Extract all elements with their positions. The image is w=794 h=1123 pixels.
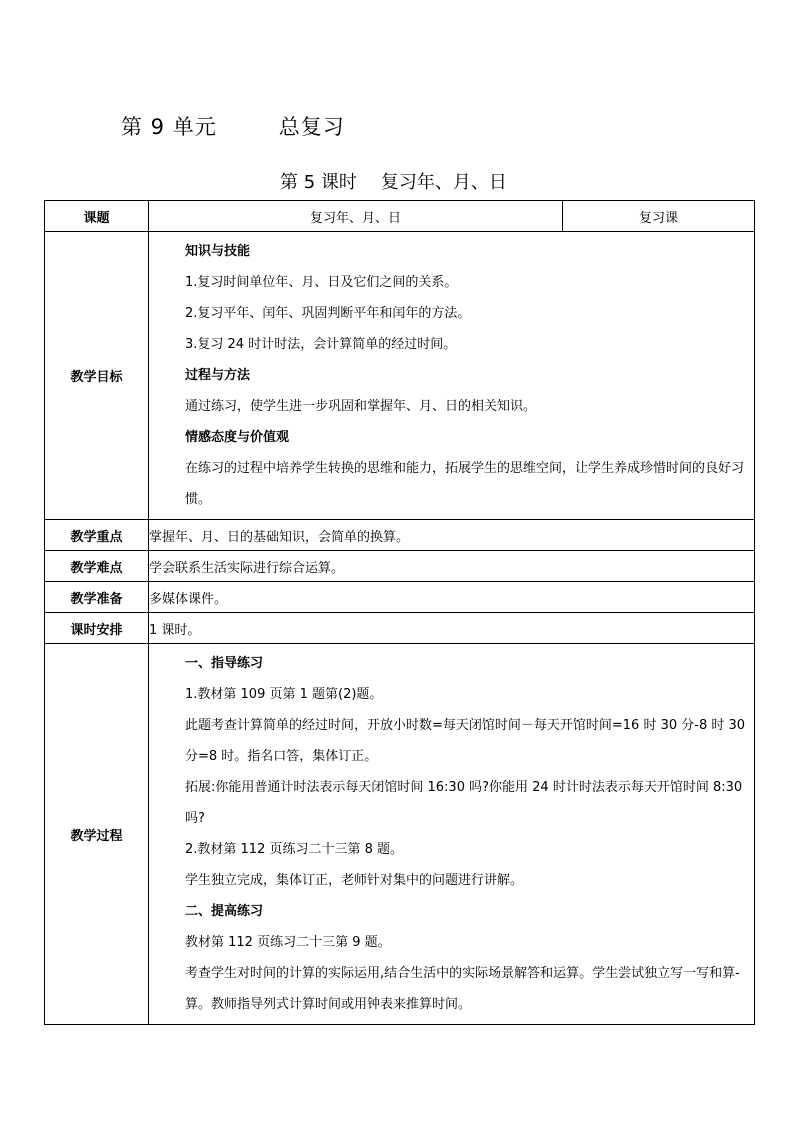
topic-value: 复习年、月、日 [149,201,563,232]
process-content [149,644,755,1025]
section-heading: 知识与技能 [185,244,251,259]
section-heading: 情感态度与价值观 [185,430,290,445]
schedule-text: 1 课时。 [149,613,755,644]
objectives-content [149,232,755,520]
difficulties-text: 学会联系生活实际进行综合运算。 [149,551,755,582]
lesson-plan-table [44,200,755,1025]
row-key-points [45,520,755,551]
preparation-label: 教学准备 [45,582,149,613]
unit-title [121,111,345,141]
lesson-name: 复习年、月、日 [380,172,507,193]
content-line: 此题考查计算简单的经过时间，开放小时数=每天闭馆时间－每天开馆时间=16 时 30 分-8 时 30 分=8 时。指名口答，集体订正。 [185,718,746,764]
unit-name: 总复习 [278,115,345,139]
objectives-label: 教学目标 [45,232,149,520]
row-difficulties [45,551,755,582]
key-points-label: 教学重点 [45,520,149,551]
difficulties-label: 教学难点 [45,551,149,582]
content-line: 2.复习平年、闰年、巩固判断平年和闰年的方法。 [185,306,471,321]
content-line: 2.教材第 112 页练习二十三第 8 题。 [185,842,404,857]
section-heading: 过程与方法 [185,368,251,383]
content-line: 在练习的过程中培养学生转换的思维和能力，拓展学生的思维空间，让学生养成珍惜时间的良好习惯。 [185,461,745,507]
process-label: 教学过程 [45,644,149,1025]
preparation-text: 多媒体课件。 [149,582,755,613]
topic-label: 课题 [45,201,149,232]
lesson-label: 第 5 课时 [280,172,357,193]
content-line: 1.教材第 109 页第 1 题第(2)题。 [185,687,383,702]
content-line: 1.复习时间单位年、月、日及它们之间的关系。 [185,275,458,290]
section-heading: 二、提高练习 [185,904,264,919]
content-line: 拓展:你能用普通计时法表示每天闭馆时间 16:30 吗?你能用 24 时计时法表示每天开馆时间 8:30 吗? [185,780,743,826]
content-line: 通过练习，使学生进一步巩固和掌握年、月、日的相关知识。 [185,399,537,414]
row-preparation [45,582,755,613]
content-line: 3.复习 24 时计时法，会计算简单的经过时间。 [185,337,457,352]
row-topic [45,201,755,232]
content-line: 教材第 112 页练习二十三第 9 题。 [185,935,391,950]
row-process [45,644,755,1025]
schedule-label: 课时安排 [45,613,149,644]
lesson-title [280,168,507,194]
row-schedule [45,613,755,644]
content-line: 考查学生对时间的计算的实际运用,结合生活中的实际场景解答和运算。学生尝试独立写一写和算-算。教师指导列式计算时间或用钟表来推算时间。 [185,966,740,1012]
lesson-type: 复习课 [563,201,755,232]
unit-label: 第 9 单元 [121,115,217,139]
key-points-text: 掌握年、月、日的基础知识，会简单的换算。 [149,520,755,551]
section-heading: 一、指导练习 [185,656,264,671]
content-line: 学生独立完成，集体订正，老师针对集中的问题进行讲解。 [185,873,524,888]
row-objectives [45,232,755,520]
